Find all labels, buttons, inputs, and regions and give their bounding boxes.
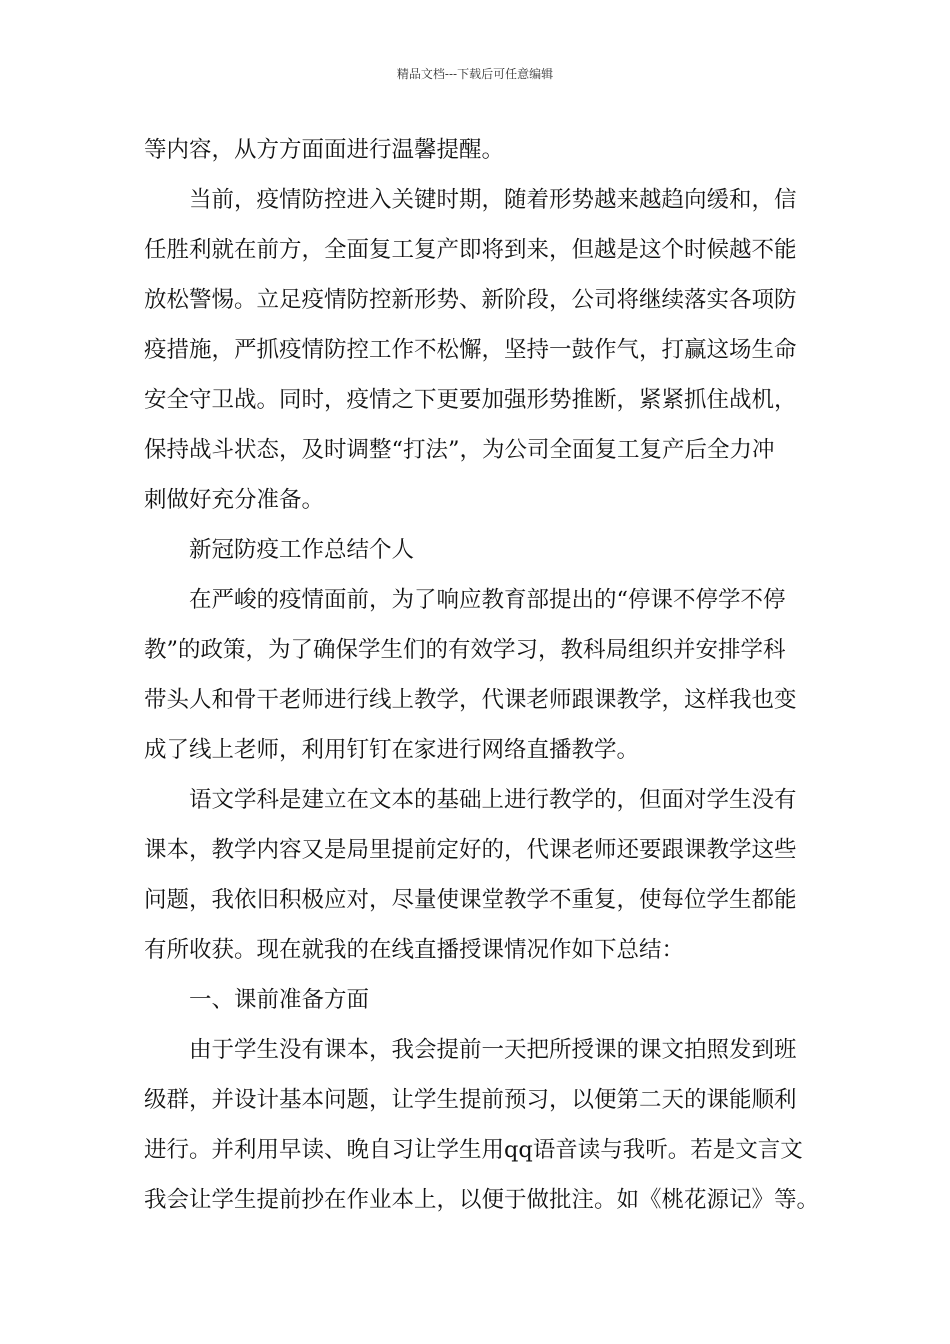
text-line: 刺做好充分准备。 (144, 487, 325, 513)
body-text (144, 125, 824, 1225)
text-line: 教”的政策，为了确保学生们的有效学习，教科局组织并安排学科 (144, 637, 786, 663)
text-line: 放松警惕。立足疫情防控新形势、新阶段，公司将继续落实各项防 (144, 287, 797, 313)
text-line: 级群，并设计基本问题，让学生提前预习，以便第二天的课能顺利 (144, 1087, 797, 1113)
text-line: 由于学生没有课本，我会提前一天把所授课的课文拍照发到班 (189, 1037, 797, 1063)
text-line: 任胜利就在前方，全面复工复产即将到来，但越是这个时候越不能 (144, 237, 797, 263)
text-line: 问题，我依旧积极应对，尽量使课堂教学不重复，使每位学生都能 (144, 887, 797, 913)
text-line: 课本，教学内容又是局里提前定好的，代课老师还要跟课教学这些 (144, 837, 797, 863)
text-line: 在严峻的疫情面前，为了响应教育部提出的“停课不停学不停 (189, 587, 786, 613)
text-line: 有所收获。现在就我的在线直播授课情况作如下总结： (144, 937, 685, 963)
text-line: 当前，疫情防控进入关键时期，随着形势越来越趋向缓和，信 (189, 187, 797, 213)
text-line: 保持战斗状态，及时调整“打法”，为公司全面复工复产后全力冲 (144, 437, 775, 463)
text-line: 疫措施，严抓疫情防控工作不松懈，坚持一鼓作气，打赢这场生命 (144, 337, 797, 363)
text-line: 安全守卫战。同时，疫情之下更要加强形势推断，紧紧抓住战机， (144, 387, 797, 413)
section-heading: 一、课前准备方面 (189, 987, 370, 1013)
text-line: 等内容，从方方面面进行温馨提醒。 (144, 137, 505, 163)
text-line: 进行。并利用早读、晚自习让学生用qq语音读与我听。若是文言文 (144, 1137, 803, 1163)
text-line: 成了线上老师，利用钉钉在家进行网络直播教学。 (144, 737, 640, 763)
text-line: 语文学科是建立在文本的基础上进行教学的，但面对学生没有 (189, 787, 797, 813)
section-heading: 新冠防疫工作总结个人 (189, 537, 415, 563)
page-header: 精品文档---下载后可任意编辑 (396, 67, 554, 81)
text-line: 我会让学生提前抄在作业本上，以便于做批注。如《桃花源记》等。 (144, 1187, 820, 1213)
text-line: 带头人和骨干老师进行线上教学，代课老师跟课教学，这样我也变 (144, 687, 797, 713)
